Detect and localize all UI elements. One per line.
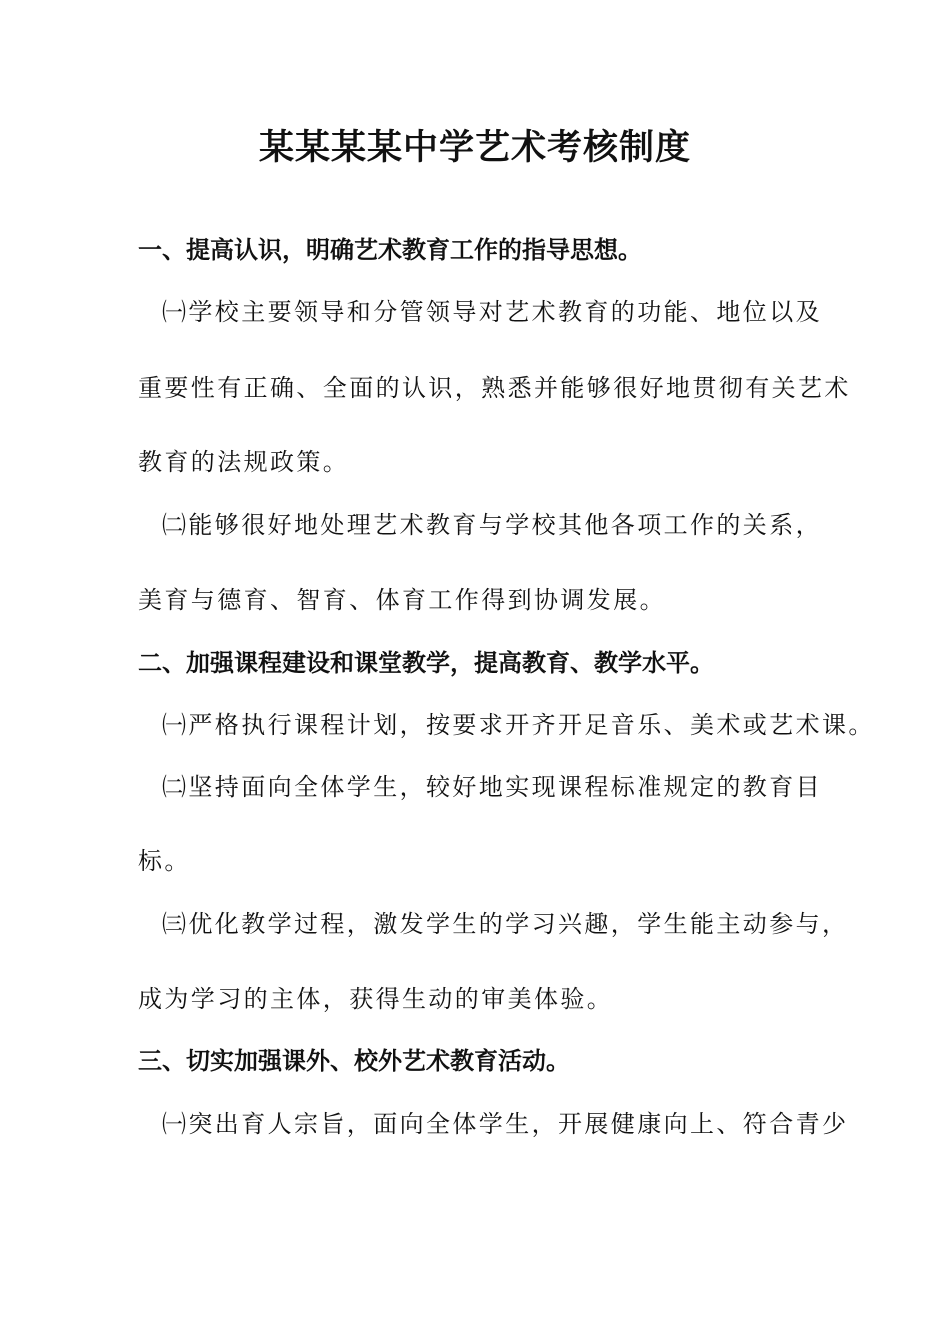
paragraph-line: 美育与德育、智育、体育工作得到协调发展。 (138, 586, 666, 614)
section-heading-1: 一、提高认识，明确艺术教育工作的指导思想。 (138, 236, 642, 264)
document-title: 某某某某中学艺术考核制度 (258, 127, 691, 168)
section-heading-3: 三、切实加强课外、校外艺术教育活动。 (138, 1047, 570, 1075)
paragraph-line: ㈠严格执行课程计划，按要求开齐开足音乐、美术或艺术课。 (162, 711, 875, 739)
paragraph-line: 教育的法规政策。 (138, 448, 350, 476)
paragraph-line: ㈠学校主要领导和分管领导对艺术教育的功能、地位以及 (162, 298, 822, 326)
paragraph-line: ㈢优化教学过程，激发学生的学习兴趣，学生能主动参与， (162, 910, 849, 938)
paragraph-line: ㈡能够很好地处理艺术教育与学校其他各项工作的关系， (162, 511, 822, 539)
section-heading-2: 二、加强课程建设和课堂教学，提高教育、教学水平。 (138, 649, 714, 677)
paragraph-line: 重要性有正确、全面的认识，熟悉并能够很好地贯彻有关艺术 (138, 374, 851, 402)
paragraph-line: ㈡坚持面向全体学生，较好地实现课程标准规定的教育目 (162, 773, 822, 801)
paragraph-line: 成为学习的主体，获得生动的审美体验。 (138, 985, 614, 1013)
paragraph-line: ㈠突出育人宗旨，面向全体学生，开展健康向上、符合青少 (162, 1110, 849, 1138)
paragraph-line: 标。 (138, 847, 191, 875)
